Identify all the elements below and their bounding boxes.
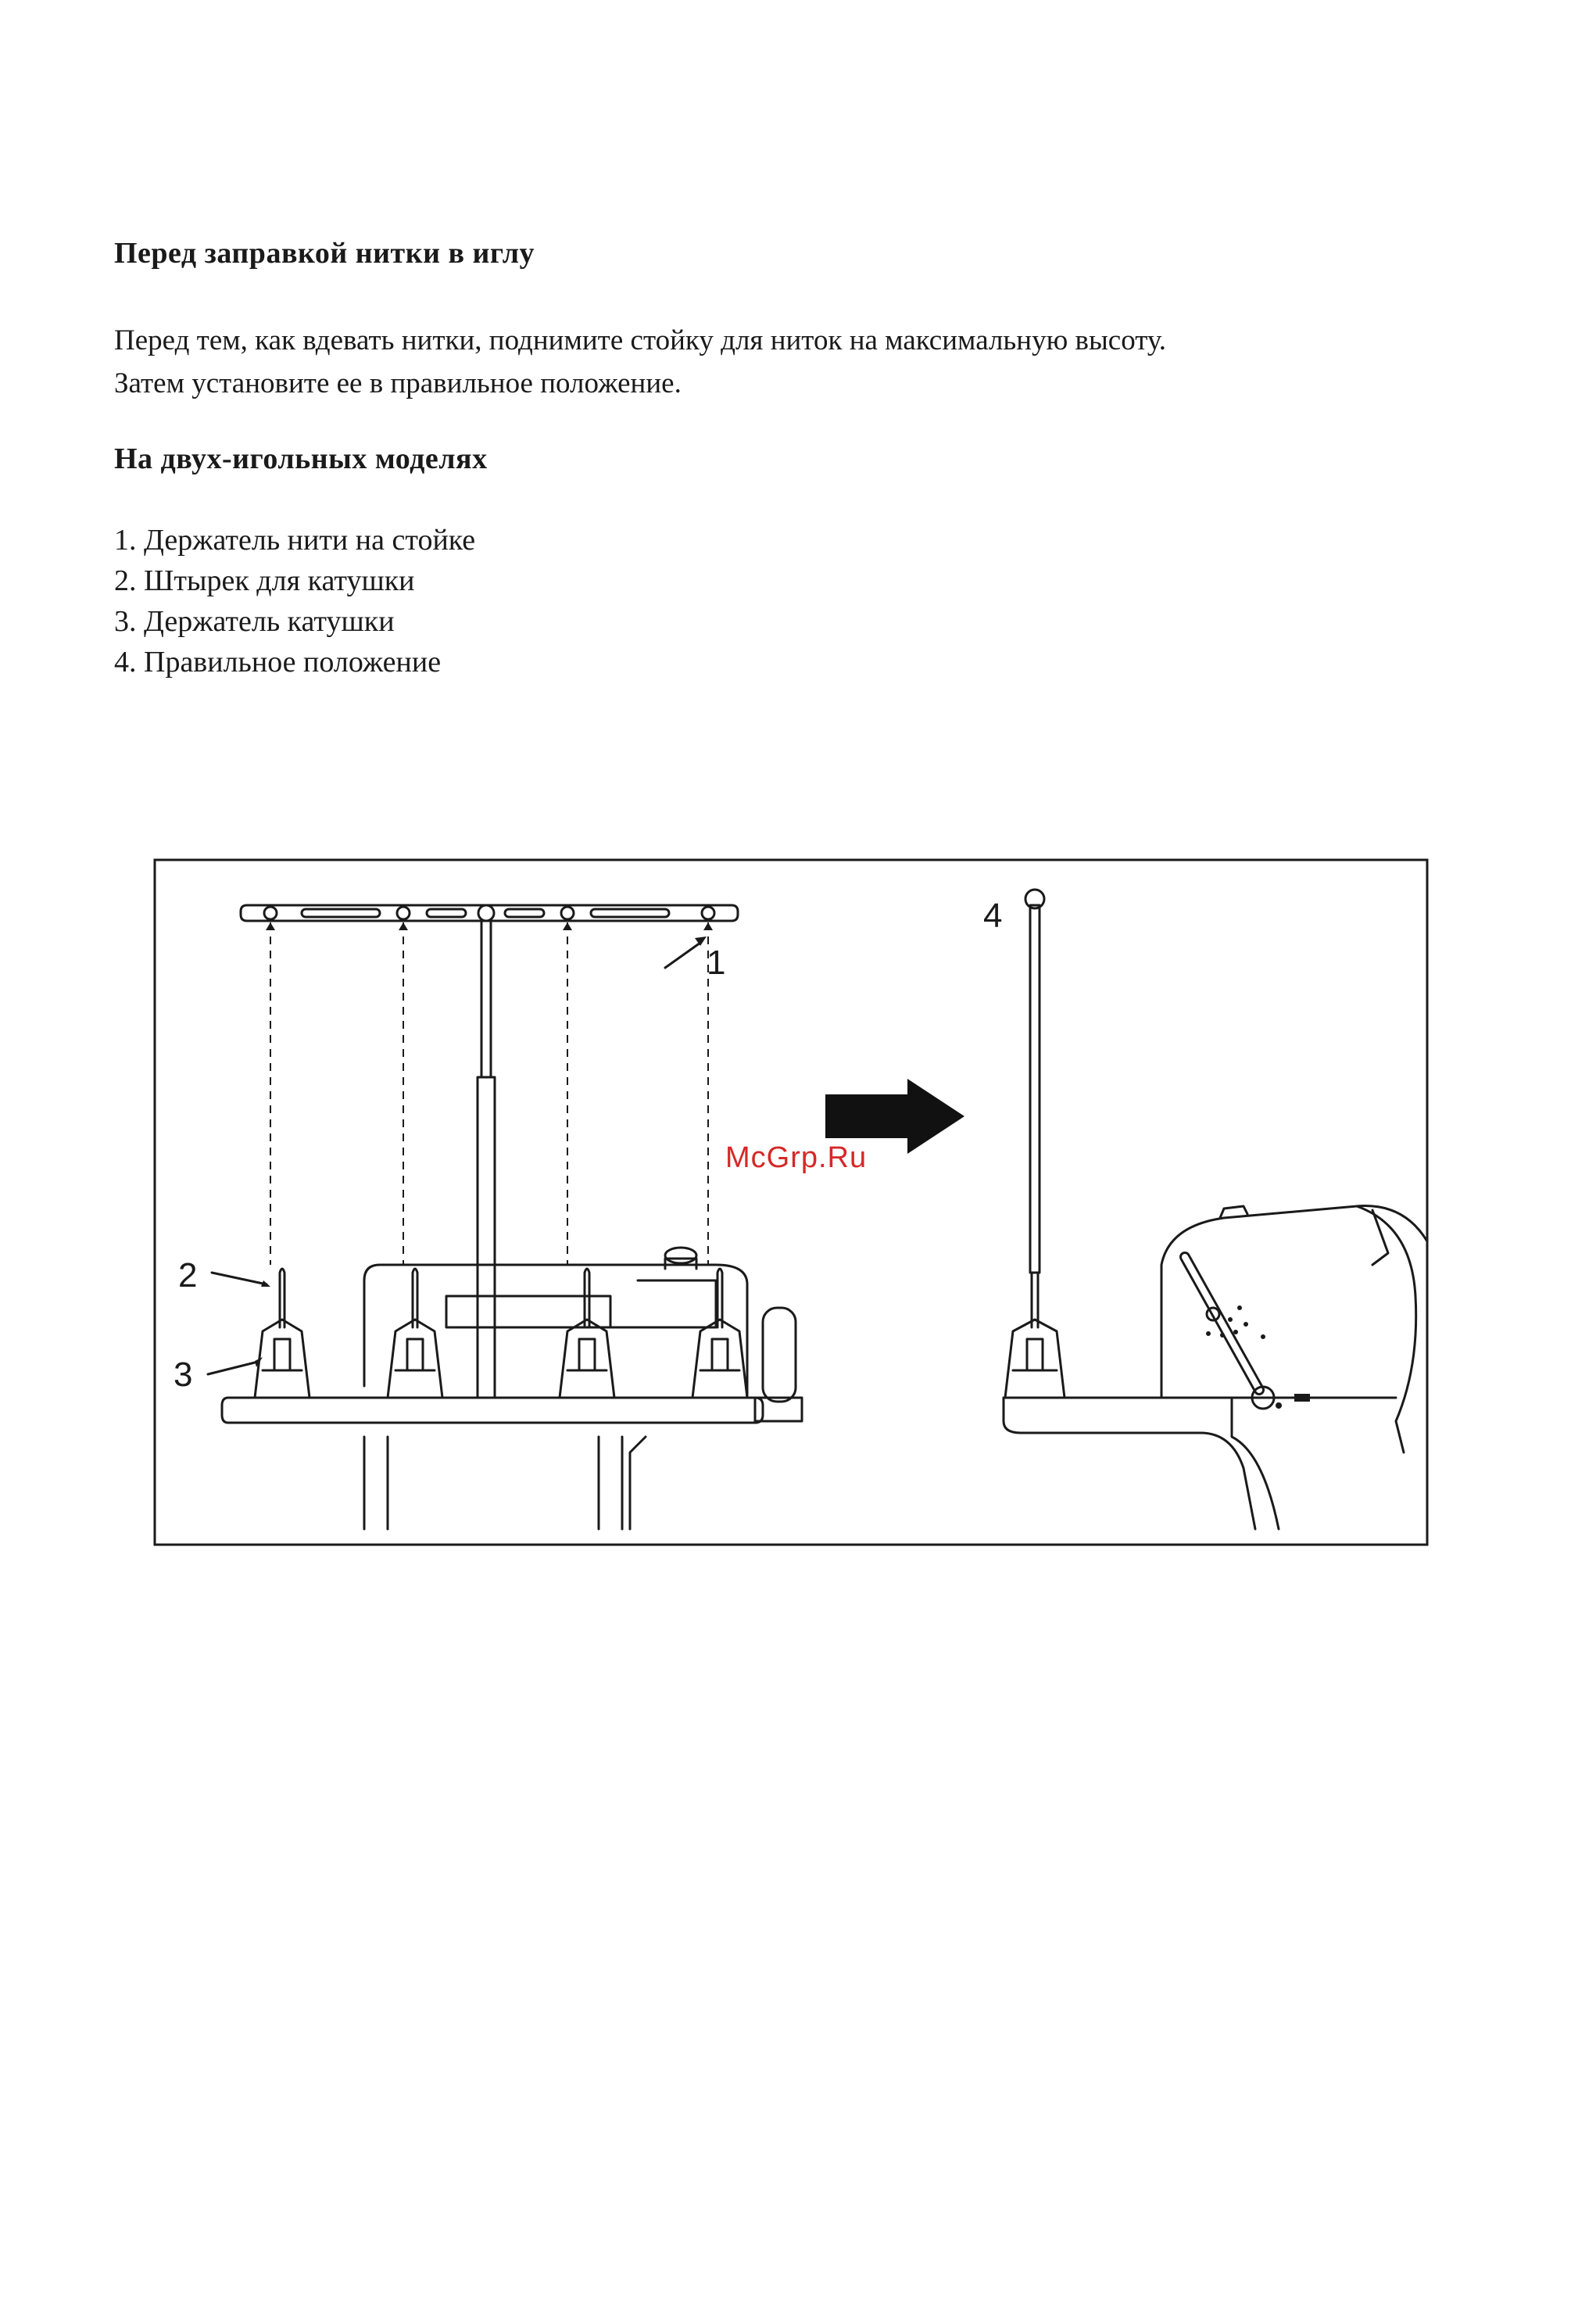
leader-3 bbox=[208, 1363, 255, 1374]
alignment-arrowheads bbox=[255, 922, 713, 1367]
figure-frame bbox=[155, 860, 1427, 1545]
callout-1: 1 bbox=[707, 944, 726, 982]
parts-legend bbox=[114, 520, 475, 682]
leader-2 bbox=[212, 1273, 267, 1284]
callout-4: 4 bbox=[983, 897, 1003, 935]
section-title: Перед заправкой нитки в иглу bbox=[114, 237, 535, 270]
machine-base-right bbox=[1004, 1398, 1396, 1529]
instruction-line-1: Перед тем, как вдевать нитки, поднимите стойку для ниток на максимальную высоту. bbox=[114, 324, 1166, 356]
spool-holder-3 bbox=[560, 1320, 614, 1398]
machine-head-right bbox=[1161, 1206, 1427, 1452]
spool-holder-right bbox=[1005, 1273, 1065, 1398]
spool-holder-4 bbox=[692, 1320, 747, 1398]
callout-2: 2 bbox=[178, 1256, 198, 1295]
spool-holder-2 bbox=[388, 1320, 442, 1398]
base-plate bbox=[222, 1398, 763, 1423]
legend-item-spool-pin: 2. Штырек для катушки bbox=[114, 564, 415, 597]
watermark-text: McGrp.Ru bbox=[725, 1141, 868, 1174]
thread-stand-illustration bbox=[153, 858, 1429, 1546]
spool-holder-1 bbox=[255, 1320, 310, 1398]
legend-item-correct-position: 4. Правильное положение bbox=[114, 646, 442, 679]
callout-3: 3 bbox=[174, 1355, 193, 1394]
leader-1 bbox=[665, 943, 700, 968]
raised-pole bbox=[1025, 890, 1044, 1273]
thread-guide-bar bbox=[241, 905, 738, 921]
instruction-paragraph bbox=[114, 319, 1490, 405]
alignment-dashes bbox=[270, 922, 708, 1265]
instruction-line-2: Затем установите ее в правильное положение. bbox=[114, 367, 682, 399]
legend-item-spool-holder: 3. Держатель катушки bbox=[114, 605, 395, 638]
legend-item-thread-holder: 1. Держатель нити на стойке bbox=[114, 524, 476, 557]
subsection-title: На двух-игольных моделях bbox=[114, 442, 488, 475]
